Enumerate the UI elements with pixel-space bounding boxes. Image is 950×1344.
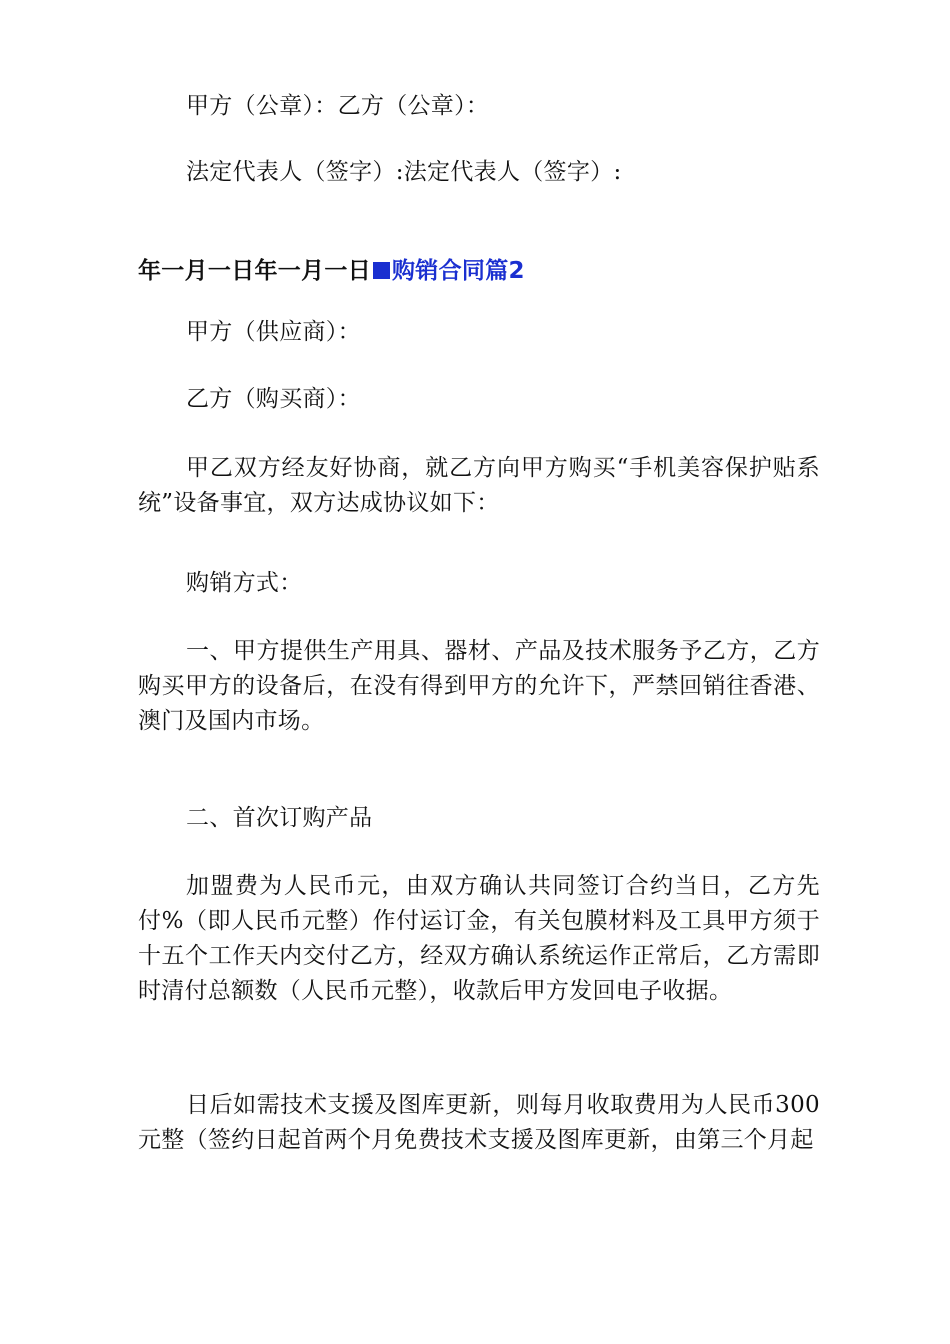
square-bullet-icon xyxy=(373,262,390,279)
clause-one: 一、甲方提供生产用具、器材、产品及技术服务予乙方，乙方购买甲方的设备后，在没有得到甲方的允许下，严禁回销往香港、澳门及国内市场。 xyxy=(138,638,820,734)
section-heading xyxy=(138,254,838,289)
party-b-buyer: 乙方（购买商）： xyxy=(186,386,361,412)
signature-parties-line: 甲方（公章）：乙方（公章）： xyxy=(186,93,490,119)
contract-title: 购销合同篇2 xyxy=(392,258,525,284)
legal-representative-line: 法定代表人（签字）:法定代表人（签字）: xyxy=(186,159,622,185)
date-placeholder-text: 年一月一日年一月一日 xyxy=(138,258,371,284)
party-a-supplier: 甲方（供应商）： xyxy=(186,319,361,345)
franchise-fee-paragraph: 加盟费为人民币元，由双方确认共同签订合约当日，乙方先付%（即人民币元整）作付运订金，有关包膜材料及工具甲方须于十五个工作天内交付乙方，经双方确认系统运作正常后，乙方需即时清付总额数（人民币元整），收款后甲方发回电子收据。 xyxy=(138,873,820,1004)
technical-support-paragraph: 日后如需技术支援及图库更新，则每月收取费用为人民币300元整（签约日起首两个月免费技术支援及图库更新，由第三个月起 xyxy=(138,1092,820,1153)
clause-two-heading: 二、首次订购产品 xyxy=(186,805,373,831)
agreement-intro: 甲乙双方经友好协商，就乙方向甲方购买“手机美容保护贴系统”设备事宜，双方达成协议如下： xyxy=(138,455,820,516)
purchase-method-label: 购销方式： xyxy=(186,570,303,596)
